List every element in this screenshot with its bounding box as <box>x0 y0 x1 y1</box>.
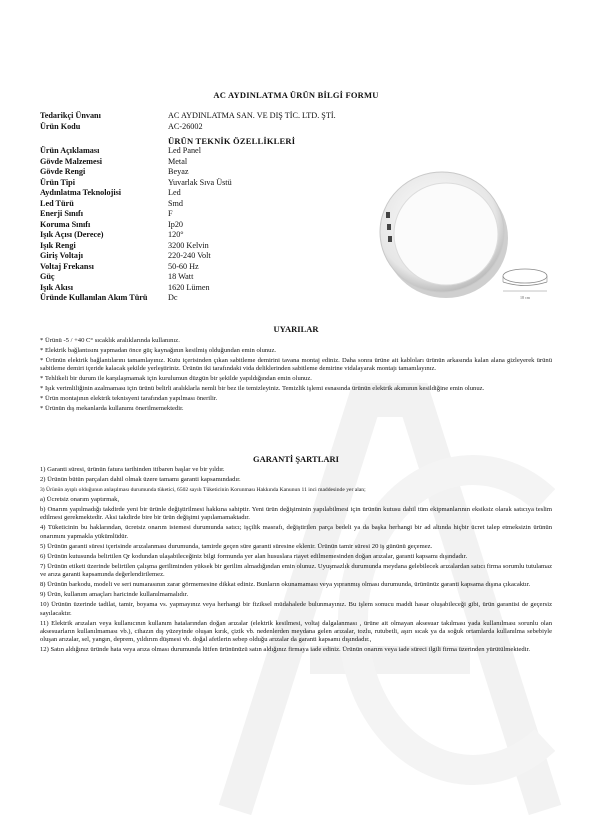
spec-row <box>40 178 232 189</box>
spec-row <box>40 188 232 199</box>
spec-row <box>40 146 232 157</box>
supplier-info <box>40 111 336 132</box>
spec-key: Ürün Açıklaması <box>40 146 100 155</box>
spec-row <box>40 220 232 231</box>
spec-value: AC AYDINLATMA SAN. VE DIŞ TİC. LTD. ŞTİ. <box>168 111 336 120</box>
list-item: * Ürün montajının elektrik teknisyeni tarafından yapılması önerilir. <box>40 395 218 403</box>
spec-key: Gövde Rengi <box>40 167 86 176</box>
spec-value: AC-26002 <box>168 121 203 131</box>
spec-value: Smd <box>168 198 184 208</box>
list-item: * Elektrik bağlantısını yapmadan önce güç kaynağının kesilmiş olduğundan emin olunuz. <box>40 347 277 354</box>
list-item: 8) Ürünün barkodu, modeli ve seri numarasının zarar görmemesine dikkat ediniz. Bunların okunamaması veya yıpranmış olması durumunda, ürününüz garanti kapsama dışına çıkacaktır. <box>40 581 531 589</box>
spec-row <box>40 122 336 133</box>
spec-key: Voltaj Frekansı <box>40 261 94 271</box>
spec-key: Tedarikçi Ünvanı <box>40 111 101 120</box>
spec-value: Beyaz <box>168 167 189 176</box>
spec-value: Metal <box>168 156 188 166</box>
spec-row <box>40 230 232 241</box>
spec-key: Güç <box>40 272 55 281</box>
warnings-heading: UYARILAR <box>273 324 319 334</box>
list-item: a) Ücretsiz onarım yaptırmak, <box>40 496 120 503</box>
tech-specs-heading: ÜRÜN TEKNİK ÖZELLİKLERİ <box>168 136 296 146</box>
spec-value: 3200 Kelvin <box>168 240 209 250</box>
form-title: AC AYDINLATMA ÜRÜN BİLGİ FORMU <box>213 90 379 100</box>
list-item: * Ürünü -5 / +40 C° sıcaklık aralıklarında kullanınız. <box>40 337 180 344</box>
list-item: 1) Garanti süresi, ürünün fatura tarihinden itibaren başlar ve bir yıldır. <box>40 466 225 473</box>
spec-row <box>40 167 232 178</box>
list-item: 12) Satın aldığınız üründe hata veya arıza olması durumunda lütfen ürününüzü satın aldığınız firmaya iade ediniz. Ürünün onarım veya iade süreci ilgili firma üzerinden yürütülmektedir. <box>40 646 530 654</box>
spec-key: Aydınlatma Teknolojisi <box>40 188 122 197</box>
spec-value: Dc <box>168 293 178 302</box>
list-item: b) Onarım yapılmadığı takdirde yeni bir ürünle değiştirilmesi hakkına sahiptir. Yeni ürün değişiminin yapılabilmesi için ürünün kutusu dahil tüm ekipmanlarının eksiksiz olarak satıcıya teslim edilmesi gerekmektedir. Aksi takdirde bire bir ürün değişimi yapılamamaktadır. <box>40 506 552 522</box>
spec-row <box>40 199 232 210</box>
spec-row <box>40 157 232 168</box>
spec-value: Ip20 <box>168 219 184 229</box>
spec-value: 50-60 Hz <box>168 261 199 271</box>
spec-value: Yuvarlak Sıva Üstü <box>168 177 232 187</box>
spec-value: 220-240 Volt <box>168 251 211 260</box>
list-item: 10) Ürünün üzerinde tadilat, tamir, boyama vs. yapmayınız veya herhangi bir fiziksel müdahalede bulunmayınız. Bu işlem sonucu maddi hasar oluşabileceği gibi, ürün garantisi de geçersiz sayılacaktır. <box>40 601 552 617</box>
spec-value: Led <box>168 188 181 197</box>
spec-value: Led Panel <box>168 146 201 155</box>
list-item: 9) Ürün, kullanım amaçları haricinde kullanılmamalıdır. <box>40 591 189 599</box>
spec-row <box>40 293 232 304</box>
spec-row <box>40 209 232 220</box>
spec-row <box>40 241 232 252</box>
spec-key: Gövde Malzemesi <box>40 156 103 166</box>
spec-key: Işık Rengi <box>40 240 76 250</box>
warranty-list <box>40 466 552 656</box>
spec-row <box>40 111 336 122</box>
list-item: 3) Ürünün ayıplı olduğunun anlaşılması durumunda tüketici, 6502 sayılı Tüketicinin Korunması Hakkında Kanunun 11 inci maddesinde yer alan; <box>40 487 366 493</box>
spec-value: 1620 Lümen <box>168 282 210 292</box>
spec-table <box>40 146 232 304</box>
spec-key: Enerji Sınıfı <box>40 209 83 218</box>
warnings-list <box>40 337 552 415</box>
list-item: * Ürünün dış mekanlarda kullanımı önerilmemektedir. <box>40 405 184 413</box>
spec-value: 120° <box>168 230 184 239</box>
spec-key: Ürün Tipi <box>40 177 75 187</box>
spec-key: Led Türü <box>40 198 74 208</box>
list-item: 4) Tüketicinin bu haklarından, ücretsiz onarım istemesi durumunda satıcı; işçilik masrafı, değiştirilen parça bedeli ya da başka herhangi bir ad altında hiçbir ücret talep etmeksizin ürünün onarımını yapmakla yükümlüdür. <box>40 524 552 540</box>
list-item: 6) Ürünün kutusunda belirtilen Qr kodundan ulaşabileceğiniz bilgi formunda yer alan hususlara riayet edilmemesinden doğan arızalar, garanti kapsamı dışındadır. <box>40 552 468 560</box>
list-item: 11) Elektrik arızaları veya kullanıcının kullanım hatalarından doğan arızalar (elektrik kesilmesi, voltaj dalgalanması , ürüne ait olmayan aksesuar takılması yada kullanılması sorunlu olan aksesuarların kullanılmaması vb.), cihazın dış yüzeyinde oluşan kırık, çizik vb. nedenlerden meydana gelen arızalar, tozlu, rutubetli, aşırı sıcak ya da soğuk ortamlarda kullanılma sebebiyle oluşan arızalar, sel, yangın, deprem, yıldırım düşmesi vb. doğal afetlerin sebep olduğu arızalar da garanti kapsamı dışındadır., <box>40 619 552 644</box>
spec-row <box>40 251 232 262</box>
spec-key: Üründe Kullanılan Akım Türü <box>40 293 148 302</box>
dimension-drawing <box>498 262 552 302</box>
spec-row <box>40 283 232 294</box>
list-item: 7) Ürünün etiketi üzerinde belirtilen çalışma geriliminden yüksek bir gerilim almadığından emin olunuz. Uyuşmazlık durumunda meydana gelebilecek arızalardan satıcı firma sorumlu tutulamaz ve arıza garanti kapsamında değerlendirilemez. <box>40 562 552 579</box>
spec-value: 18 Watt <box>168 272 194 281</box>
spec-value: F <box>168 209 173 218</box>
list-item: * Işık verimliliğinin azalmaması için ürünü belirli aralıklarla nemli bir bez ile temizleyiniz. Temizlik işlemi esnasında ürünün elektrik akımının kesildiğine emin olunuz. <box>40 385 485 393</box>
spec-key: Ürün Kodu <box>40 121 81 131</box>
list-item: * Ürünün elektrik bağlantılarını tamamlayınız. Kutu içerisinden çıkan sabitleme demirini tavana montaj ediniz. Daha sonra ürüne ait kabloları ürünün arkasında kalan alana gizleyerek ürünü sabitleme demiri içeride kalacak şekilde yerleştiriniz. Ürünün iki tarafındaki vida deliklerinden sabitleme demirine vidalayarak montajı tamamlayınız. <box>40 357 552 373</box>
spec-row <box>40 262 232 273</box>
list-item: 2) Ürünün bütün parçaları dahil olmak üzere tamamı garanti kapsamındadır. <box>40 476 241 483</box>
spec-row <box>40 272 232 283</box>
spec-key: Koruma Sınıfı <box>40 219 91 229</box>
list-item: 5) Ürünün garanti süresi içerisinde arızalanması durumunda, tamirde geçen süre garanti süresine eklenir. Ürünün tamir süresi 20 iş gününü geçemez. <box>40 542 433 550</box>
list-item: * Tehlikeli bir durum ile karşılaşmamak için kurulumun düzgün bir şekilde yapıldığından emin olunuz. <box>40 375 312 383</box>
spec-key: Işık Akısı <box>40 282 73 292</box>
spec-key: Işık Açısı (Derece) <box>40 230 104 239</box>
product-image <box>372 162 512 302</box>
warranty-heading: GARANTİ ŞARTLARI <box>253 454 339 464</box>
dimension-label: 18 cm <box>520 295 530 300</box>
spec-key: Giriş Voltajı <box>40 251 83 260</box>
